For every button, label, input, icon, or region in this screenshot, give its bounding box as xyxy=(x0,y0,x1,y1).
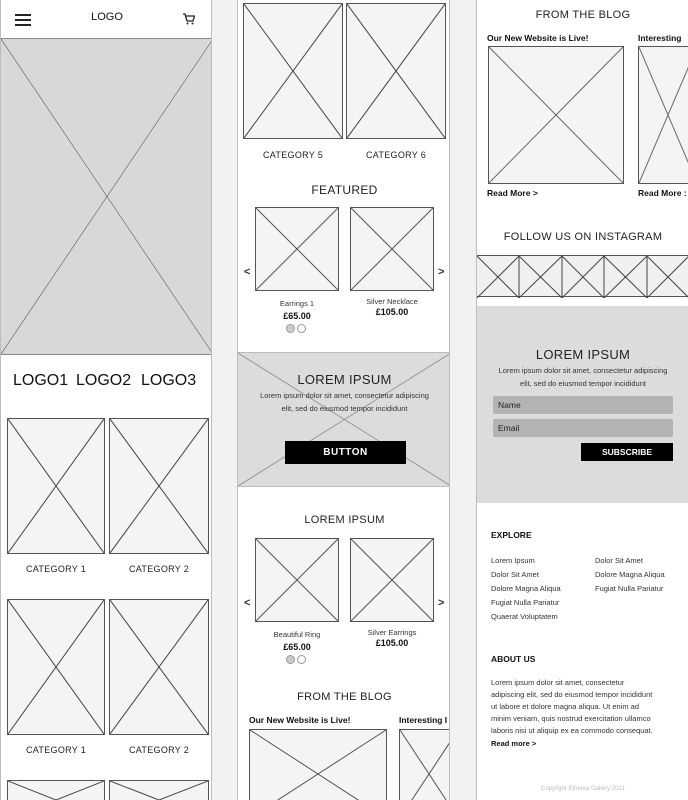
category-label[interactable]: CATEGORY 6 xyxy=(365,150,427,160)
footer-link[interactable]: Dolore Magna Aliqua xyxy=(491,584,561,593)
newsletter-title: LOREM IPSUM xyxy=(535,347,631,362)
about-text-line: ut labore et dolore magna aliqua. Ut enim ad xyxy=(491,702,640,711)
shopping-cart-icon[interactable] xyxy=(183,12,195,24)
mobile-home-wireframe-part-1 xyxy=(0,0,212,800)
lorem-ipsum-heading: LOREM IPSUM xyxy=(304,514,385,526)
footer-link[interactable]: Dolor Sit Amet xyxy=(595,556,643,565)
about-text-line: minim veniam, quis nostrud exercitation ullamco xyxy=(491,714,651,723)
instagram-heading: FOLLOW US ON INSTAGRAM xyxy=(503,231,663,243)
copyright-text: Copyright Etherea Gallery 2021 xyxy=(540,786,626,792)
hero-image-placeholder[interactable] xyxy=(1,38,212,355)
blog-heading: FROM THE BLOG xyxy=(297,691,392,703)
carousel-dot[interactable] xyxy=(297,655,306,664)
hamburger-menu-icon[interactable] xyxy=(15,13,31,25)
product-price: £105.00 xyxy=(375,307,409,317)
category-image-placeholder[interactable] xyxy=(7,780,105,800)
about-text-line: adipiscing elit, sed do eiusmod tempor incididunt xyxy=(491,690,653,699)
blog-image-placeholder[interactable] xyxy=(488,46,624,184)
brand-logo-1[interactable]: LOGO1 xyxy=(13,372,69,389)
category-image-placeholder[interactable] xyxy=(109,599,209,735)
product-image-placeholder[interactable] xyxy=(350,538,434,622)
promo-title: LOREM IPSUM xyxy=(297,372,392,387)
name-input[interactable]: Name xyxy=(493,396,673,414)
footer-link[interactable]: Fugiat Nulla Pariatur xyxy=(491,598,560,607)
carousel-dot-active[interactable] xyxy=(286,324,295,333)
category-label[interactable]: CATEGORY 2 xyxy=(128,564,190,574)
blog-post-title[interactable]: Interesting xyxy=(638,33,682,43)
category-image-placeholder[interactable] xyxy=(346,3,446,139)
footer-link[interactable]: Lorem Ipsum xyxy=(491,556,535,565)
blog-read-more-link[interactable]: Read More : xyxy=(638,188,687,198)
category-label[interactable]: CATEGORY 1 xyxy=(25,745,87,755)
carousel-next-arrow[interactable]: > xyxy=(438,266,445,278)
subscribe-button[interactable]: SUBSCRIBE xyxy=(581,443,673,461)
product-name[interactable]: Silver Necklace xyxy=(366,297,418,306)
site-logo[interactable]: LOGO xyxy=(91,11,123,23)
email-input[interactable]: Email xyxy=(493,419,673,437)
footer-link[interactable]: Dolor Sit Amet xyxy=(491,570,539,579)
blog-post-title[interactable]: Our New Website is Live! xyxy=(487,33,589,43)
category-image-placeholder[interactable] xyxy=(7,418,105,554)
carousel-dot-active[interactable] xyxy=(286,655,295,664)
product-name[interactable]: Earrings 1 xyxy=(279,299,315,308)
footer-link[interactable]: Fugiat Nulla Pariatur xyxy=(595,584,664,593)
product-price: £105.00 xyxy=(375,638,409,648)
blog-read-more-link[interactable]: Read More > xyxy=(487,188,538,198)
blog-heading: FROM THE BLOG xyxy=(535,9,631,21)
about-text-line: Lorem ipsum dolor sit amet, consectetur xyxy=(491,678,625,687)
blog-post-title[interactable]: Interesting I xyxy=(399,715,448,725)
category-label[interactable]: CATEGORY 5 xyxy=(262,150,324,160)
newsletter-text-line: Lorem ipsum dolor sit amet, consectetur adipiscing xyxy=(498,366,668,375)
blog-post-title[interactable]: Our New Website is Live! xyxy=(249,715,351,725)
carousel-prev-arrow[interactable]: < xyxy=(244,597,251,609)
promo-text-line: Lorem ipsum dolor sit amet, consectetur adipiscing xyxy=(260,391,429,400)
newsletter-text-line: elit, sed do eiusmod tempor incididunt xyxy=(520,379,646,388)
blog-image-placeholder[interactable] xyxy=(399,729,450,800)
mobile-home-wireframe-part-3 xyxy=(476,0,688,800)
footer-link[interactable]: Dolore Magna Aliqua xyxy=(595,570,665,579)
product-name[interactable]: Beautiful Ring xyxy=(273,630,321,639)
mobile-home-wireframe-part-2 xyxy=(237,0,450,800)
explore-heading: EXPLORE xyxy=(491,530,532,540)
blog-image-placeholder[interactable] xyxy=(638,46,688,184)
promo-button[interactable]: BUTTON xyxy=(285,441,406,464)
brand-logo-2[interactable]: LOGO2 xyxy=(76,372,132,389)
product-image-placeholder[interactable] xyxy=(255,207,339,291)
instagram-grid xyxy=(477,255,688,297)
carousel-next-arrow[interactable]: > xyxy=(438,597,445,609)
category-image-placeholder[interactable] xyxy=(7,599,105,735)
carousel-dot[interactable] xyxy=(297,324,306,333)
category-image-placeholder[interactable] xyxy=(109,780,209,800)
category-label[interactable]: CATEGORY 1 xyxy=(25,564,87,574)
product-image-placeholder[interactable] xyxy=(350,207,434,291)
carousel-prev-arrow[interactable]: < xyxy=(244,266,251,278)
category-image-placeholder[interactable] xyxy=(109,418,209,554)
about-heading: ABOUT US xyxy=(491,654,536,664)
blog-image-placeholder[interactable] xyxy=(249,729,387,800)
about-read-more-link[interactable]: Read more > xyxy=(491,739,537,748)
brand-logo-3[interactable]: LOGO3 xyxy=(141,372,197,389)
category-label[interactable]: CATEGORY 2 xyxy=(128,745,190,755)
product-price: £65.00 xyxy=(283,311,311,321)
promo-text-line: elit, sed do eiusmod tempor incididunt xyxy=(281,404,408,413)
footer-link[interactable]: Quaerat Voluptatem xyxy=(491,612,558,621)
product-image-placeholder[interactable] xyxy=(255,538,339,622)
about-text-line: laboris nisi ut aliquip ex ea commodo consequat. xyxy=(491,726,653,735)
featured-heading: FEATURED xyxy=(311,183,378,197)
product-price: £65.00 xyxy=(283,642,311,652)
product-name[interactable]: Silver Earrings xyxy=(367,628,417,637)
category-image-placeholder[interactable] xyxy=(243,3,343,139)
